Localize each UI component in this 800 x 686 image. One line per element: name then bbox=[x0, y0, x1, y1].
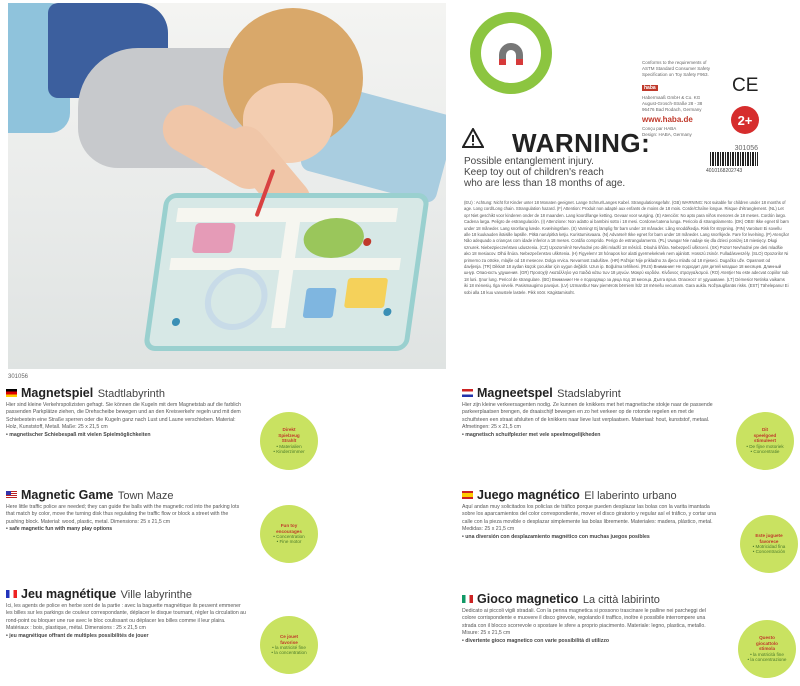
compliance-text: Conforms to the requirements of ASTM Standard Consumer Safety Specification on Toy Safety F963. bbox=[642, 60, 711, 77]
section-us: Magnetic Game Town Maze Here little traffic police are needed; they can guide the balls with the magnetic rod into the parking lots that match by color, move the turning disk thus regulating the traffic flow or block a street with the pushing block. Material: wood, plastic, metal. Dimensions: 25 x 21,5 cm • safe magnetic fun with many play options bbox=[6, 488, 240, 533]
magnet-badge bbox=[470, 12, 552, 94]
badge-es: Este juguete favorece • Motricidad fina • Concentración bbox=[740, 515, 798, 573]
badge-fr: Ce jouet favorise • la motricité fine • la concentration bbox=[260, 616, 318, 674]
maze-board bbox=[143, 193, 430, 351]
product-photo bbox=[8, 3, 446, 369]
haba-logo: haba bbox=[644, 85, 656, 91]
badge-us: Fun toy encourages • Concentration • Fine motor bbox=[260, 505, 318, 563]
badge-de: Direkt Spielzeug Strahlt • Materialien • Kinderzimmer bbox=[260, 412, 318, 470]
warning-text: Possible entanglement injury. Keep toy out of children's reach who are less than 18 months of age. bbox=[464, 156, 626, 189]
warning-title: WARNING: bbox=[512, 128, 651, 158]
barcode-digits: 4010168202743 bbox=[706, 168, 743, 174]
section-es: Juego magnético El laberinto urbano Aquí andan muy solicitados los policías de tráfico porque pueden desplazar las bolas con la varita imantada sobre los aparcamientos del color correspondiente, mover el disco giratorio y regular así el tráfico, y cortar una calle con la pieza movible o desplazar simplemente las bolas libremente. Materiales: madera, plástico, metal. Medidas: 25 x 21,5 cm • una diversión con desplazamiento magnético con muchas juegos posibles bbox=[462, 488, 717, 540]
design-note: Conçu par HABA Design: HABA, Germany bbox=[642, 126, 692, 137]
address: Habermaaß GmbH & Co. KG August-Grosch-Straße 28 - 38 96476 Bad Rodach, Germany bbox=[642, 95, 703, 112]
warning-article-number: 301056 bbox=[734, 145, 758, 152]
warning-triangle-icon bbox=[462, 128, 484, 148]
ce-mark: CE bbox=[732, 75, 759, 96]
section-nl: Magneetspel Stadslabyrint Hier zijn kleine verkeersagenten nodig. Ze kunnen de knikkers met het magnetische stokje naar de passende parkeerplaatsen brengen, de draaischijf bewegen en zo het verkeer op de rotonde regelen en met de schuifsteen een straat afsluiten of de knikkers naar lieve lust verplaatsen. Materiaal: hout, kunststof, metaal. Afmetingen: 25 x 21,5 cm • magnetisch schuifplezier met vele speelmogelijkheden bbox=[462, 386, 713, 438]
badge-nl: Dit speelgoed stimuleert • De fijne motoriek • Concentratie bbox=[736, 412, 794, 470]
article-number: 301056 bbox=[8, 374, 29, 380]
section-it: Gioco magnetico La città labirinto Dedicato ai piccoli vigili stradali. Con la penna magnetica si possono trascinare le palline nei parcheggi del colore corrispondente e muovere il disco girevole, regolando il traffico, inoltre è possibile interrompere una strada con il blocco scorrevole o spostare le sfere a proprio piacimento. Materiale: legno, plastica, metallo. Misure: 25 x 21,5 cm • divertente gioco magnetico con varie possibilità di utilizzo bbox=[462, 592, 706, 644]
barcode bbox=[710, 152, 758, 166]
age-mark: 2+ bbox=[731, 106, 759, 134]
badge-it: Questo giocattolo stimola • la motricità fine • la concentrazione bbox=[738, 620, 796, 678]
haba-url: www.haba.de bbox=[642, 115, 693, 124]
section-fr: Jeu magnétique Ville labyrinthe Ici, les agents de police en herbe sont de la partie : avec la baguette magnétique ils peuvent emmener les billes sur les parkings de couleur correspondante, déplacer le disque tournant, régler la circulation au rond-point ou bloquer une rue avec le bloc coulissant ou déplacer les billes comme il leur plaira. Matériaux : bois, plastique, métal. Dimensions : 25 x 21,5 cm • jeu magnétique offrant de multiples possibilités de jouer bbox=[6, 587, 246, 639]
multilingual-warnings: (EU) : Achtung: Nicht für Kinder unter 18 Monaten geeignet. Lange Schnur/Langes Kabel. Strangulationsgefahr. (GB) WARNING: Not suitable for children under 18 months of age. Long cord/Long chain. Strangulation hazard. (F) Attention: Produit non adapté aux enfants de moins de 18 mois. Corde/Chaîne longue. Risque d'étranglement. (NL) Let op! Niet geschikt voor kinderen onder de 18 maanden. Lang koord/lange ketting. Gevaar voor wurging. (E) Atención: No apto para niños menores de 18 meses. Cordón largo. Cadena larga. Peligro de estrangulación. (I) Attenzione: Non adatto ai bambini sotto i 18 mesi. Cordone/catena lunga. Pericolo di strangolamento. (DK) OBS! Ikke egnet til børn under 18 måneder. Lang snor/lang kæde. Kvælningsfare. (S) Varning! Ej lämplig för barn under 18 månader. Lång snodd/kedja. Risk för strypning. (FIN) Varoitus! Ei sovellu alle 18 kuukauden ikäisille lapsille. Pitkä naru/pitkä ketju. Kuristumisvaara. (N) Advarsel! Ikke egnet for barn under 18 måneder. Lang snor/kjede. Fare for kvelning. (P) Atenção! Não adequado a crianças com idade inferior a 18 meses. Cordão comprido. Perigo de estrangulamento. (PL) Uwaga! Nie nadaje się dla dzieci poniżej 18 miesięcy. Długi sznurek. Niebezpieczeństwo uduszenia. (CZ) Upozornění! Nevhodné pro děti mladší 18 měsíců. Dlouhá šňůra. Nebezpečí uškrcení. (SK) Pozor! Nevhodné pre deti mladšie ako 18 mesiacov. Dlhá šnúra. Nebezpečenstvo uškrtenia. (H) Figyelem! 18 hónapos kor alatti gyermekeknek nem ajánlott. Hosszú zsinór. Fulladásveszély. (SLO) Opozorilo! Ni primerno za otroke, mlajše od 18 mesecev. Dolga vrvica. Nevarnost zadušitve. (HR) Pažnja! Nije prikladno za djecu mlađu od 18 mjeseci. Dugačko uže. Opasnost od davljenja. (TR) Dikkat! 18 aydan küçük çocuklar için uygun değildir. Uzun ip. Boğulma tehlikesi. (RUS) Внимание! Не подходит для детей младше 18 месяцев. Длинный шнур. Опасность удушения. (GR) Προσοχή! Ακατάλληλο για παιδιά κάτω των 18 μηνών. Μακρύ κορδόνι. Κίνδυνος στραγγαλισμού. (RO) Atenţie! Nu este adecvat copiilor sub 18 luni. Şnur lung. Pericol de strangulare. (BG) Внимание! Не е подходящо за деца под 18 месеца. Дълга връв. Опасност от удушаване. (LT) Dėmesio! Netinka vaikams iki 18 mėnesių. Ilga virvelė. Pasismaugimo pavojus. (LV) Uzmanību! Nav piemērots bērniem līdz 18 mēnešu vecumam. Gara aukla. Nožņaugšanās risks. (EST) Tähelepanu! Ei sobi alla 18 kuu vanustele lastele. Pikk nöör. Kägistamisoht. bbox=[464, 200, 789, 295]
magnet-icon bbox=[491, 33, 531, 73]
section-de: Magnetspiel Stadtlabyrinth Hier sind kleine Verkehrspolizisten gefragt. Sie können die Kugeln mit dem Magnetstab auf die farblich passenden Parkplätze ziehen, die Drehscheibe bewegen und an den Kreisverkehr regeln und mit dem Schiebestein eine Straße sperren oder die Kugeln ganz nach Lust und Laune verschieben. Material: Holz, Kunststoff, Metall. Maße: 25 x 21,5 cm • magnetischer Schiebespaß mit vielen Spielmöglichkeiten bbox=[6, 386, 242, 438]
